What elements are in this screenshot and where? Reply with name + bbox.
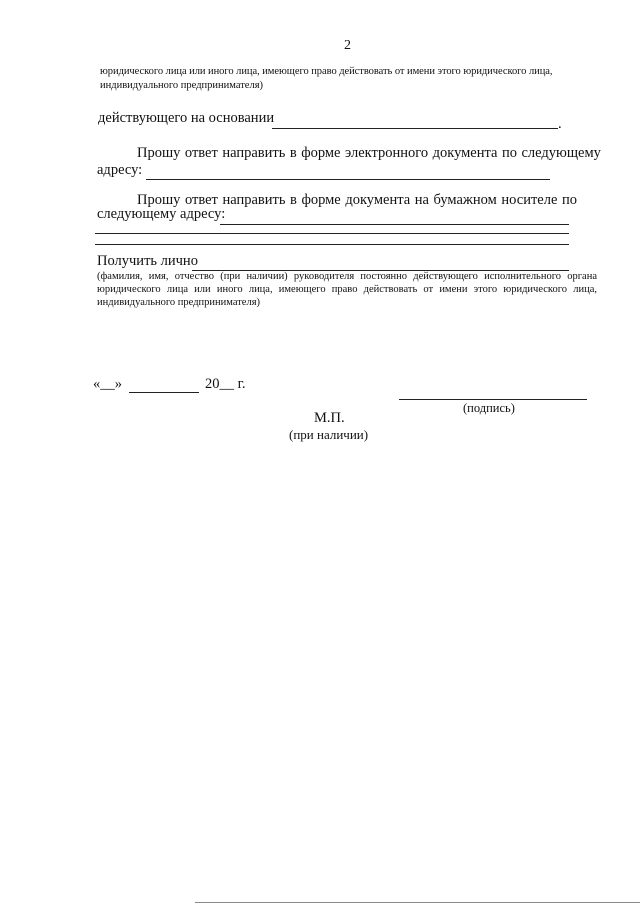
note-word: постоянно (360, 271, 408, 282)
note-word: исполнительного (484, 271, 562, 282)
word: в (289, 145, 297, 161)
note-word: руководителя (293, 271, 355, 282)
header-note-line1: юридического лица или иного лица, имеющего право действовать от имени этого юридического лица, (100, 66, 553, 77)
note-word: действующего (413, 271, 478, 282)
word: следующему (521, 145, 601, 161)
word: электронного (345, 145, 429, 161)
electronic-address-line (146, 179, 550, 180)
note-word: или (194, 284, 211, 295)
note-word: лица (166, 284, 188, 295)
word: документа (432, 145, 498, 161)
page-number: 2 (344, 38, 351, 53)
note-word: имеющего (278, 284, 326, 295)
basis-label: действующего на основании (98, 110, 275, 126)
word: носителе (501, 192, 558, 208)
note-word: иного (216, 284, 243, 295)
basis-end: . (558, 116, 562, 132)
word: ответ (184, 145, 218, 161)
note-word: органа (567, 271, 597, 282)
paper-address-label: следующему адресу: (97, 206, 226, 222)
basis-fill-line (272, 128, 558, 129)
word: направить (222, 145, 286, 161)
note-word: (фамилия, (97, 271, 143, 282)
note-word: отчество (174, 271, 214, 282)
date-year: 20__ г. (205, 376, 246, 392)
word: форме (301, 145, 341, 161)
signature-line (399, 399, 587, 400)
scan-edge-line (195, 902, 640, 903)
note-word: от (423, 284, 434, 295)
date-day-open: «__» (93, 376, 122, 392)
word: направить (222, 192, 286, 208)
note-word: юридического (97, 284, 161, 295)
stamp-note: (при наличии) (289, 427, 369, 442)
word: по (561, 192, 577, 208)
note-word: имя, (148, 271, 169, 282)
note-word: лица, (248, 284, 273, 295)
word: Прошу (137, 192, 181, 208)
note-word: юридического (503, 284, 568, 295)
personal-note-line2 (97, 284, 597, 296)
electronic-address-label: адресу: (97, 162, 143, 178)
paper-address-line1 (220, 224, 569, 225)
note-word: имени (439, 284, 468, 295)
word: в (290, 192, 297, 208)
date-month-line (129, 392, 199, 393)
note-word: (при (220, 271, 241, 282)
stamp-label: М.П. (314, 410, 345, 426)
word: Прошу (137, 145, 181, 161)
header-note-line2: индивидуального предпринимателя) (100, 80, 264, 91)
note-word: лица, (573, 284, 597, 295)
personal-note-line3: индивидуального предпринимателя) (97, 297, 261, 308)
note-word: действовать (363, 284, 418, 295)
word: документа (345, 192, 411, 208)
word: форме (301, 192, 341, 208)
paper-address-line2 (95, 233, 569, 234)
word: на (414, 192, 429, 208)
personal-label: Получить лично (97, 253, 198, 269)
paper-address-line3 (95, 244, 569, 245)
signature-label: (подпись) (463, 401, 515, 415)
electronic-request-line1 (137, 145, 601, 162)
word: по (501, 145, 517, 161)
note-word: право (331, 284, 358, 295)
personal-note-line1 (97, 271, 597, 283)
word: ответ (184, 192, 218, 208)
note-word: наличии) (246, 271, 288, 282)
note-word: этого (473, 284, 498, 295)
word: бумажном (433, 192, 497, 208)
